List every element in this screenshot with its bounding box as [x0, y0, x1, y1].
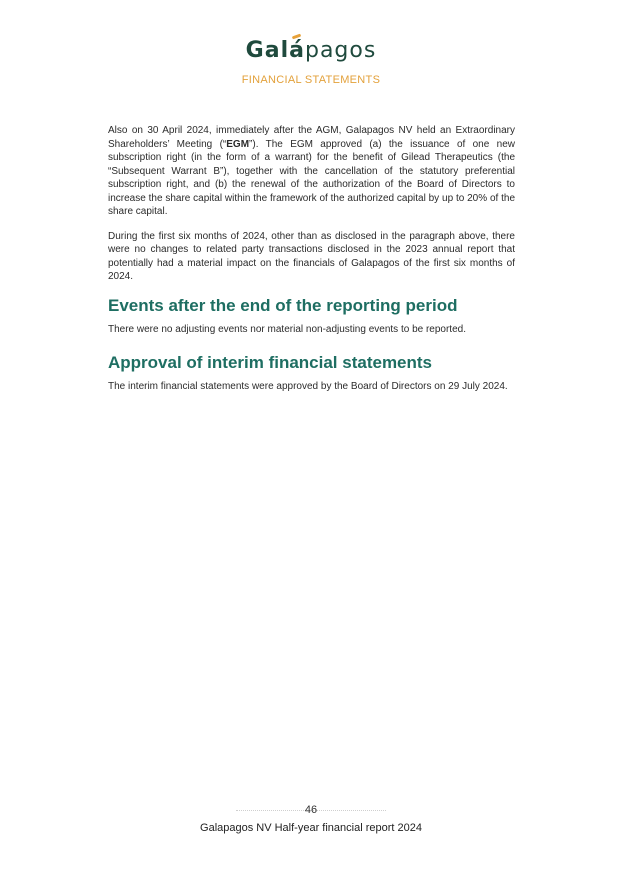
paragraph-egm-part1: Also on 30 April 2024, immediately after the AGM, Galapagos NV held an Extraordinary Shareholders’ Meeting (“: [108, 125, 515, 150]
document-title: Galapagos NV Half-year financial report 2024: [200, 822, 422, 834]
logo-text-accent: á: [289, 38, 305, 63]
logo-text-part3: pagos: [304, 38, 377, 63]
section-label: FINANCIAL STATEMENTS: [241, 74, 381, 86]
paragraph-egm-part2: ”). The EGM approved (a) the issuance of one new subscription right (in the form of a warrant) for the benefit of Gilead Therapeutics (the “Subsequent Warrant B”), together with the cancellation of the statutory preferential subscription right, and (b) the renewal of the authorization of the Board of Directors to increase the share capital within the framework of the authorized capital by up to 20% of the share capital.: [108, 138, 515, 217]
paragraph-related-party: During the first six months of 2024, other than as disclosed in the paragraph above, there were no changes to related party transactions disclosed in the 2023 annual report that potentially had a material impact on the financials of Galapagos of the first six months of 2024.: [108, 230, 515, 282]
heading-events-after-period: Events after the end of the reporting period: [108, 295, 458, 315]
paragraph-no-events: There were no adjusting events nor material non-adjusting events to be reported.: [108, 323, 466, 335]
paragraph-egm-bold: EGM: [226, 138, 250, 150]
heading-approval: Approval of interim financial statements: [108, 353, 433, 372]
main-content: [108, 124, 515, 405]
paragraph-egm: [108, 124, 515, 219]
page-number: 46: [304, 804, 318, 816]
paragraph-approval: The interim financial statements were approved by the Board of Directors on 29 July 2024.: [108, 381, 508, 392]
company-logo: [0, 38, 622, 63]
logo-text-part1: Gal: [245, 38, 290, 63]
